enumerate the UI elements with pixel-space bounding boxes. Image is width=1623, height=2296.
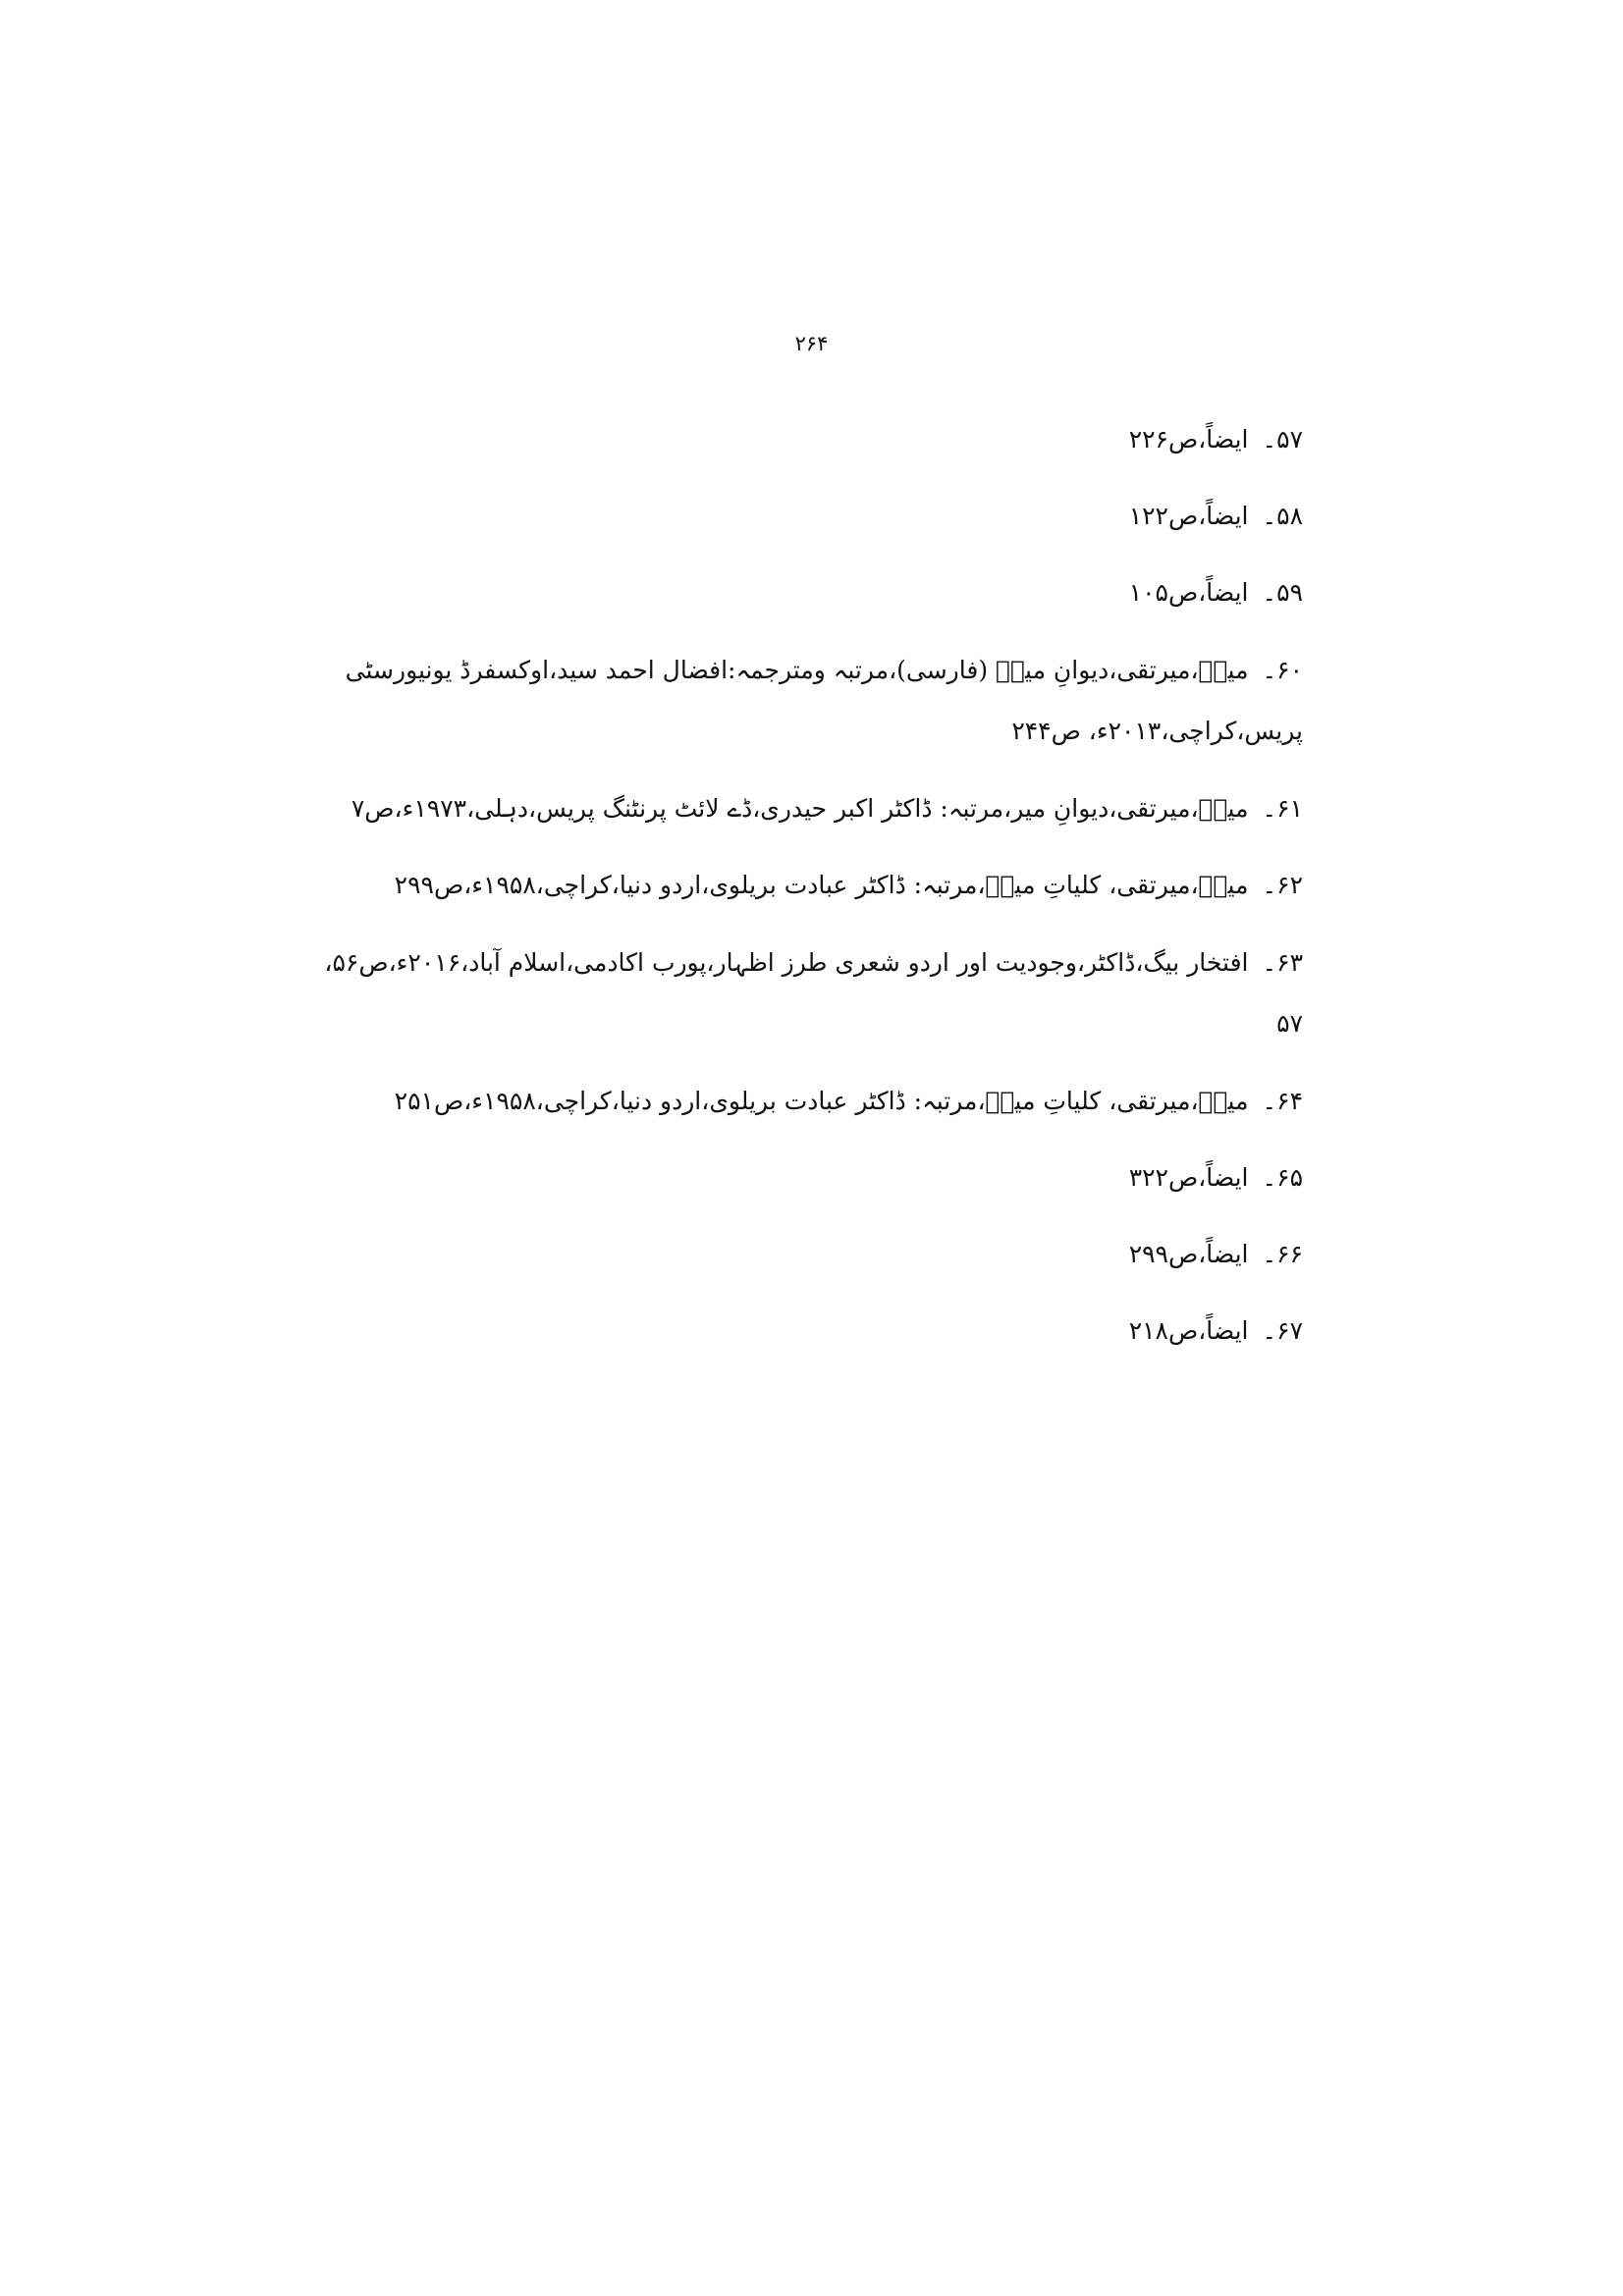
- endnote-text: ایضاً،ص۲۱۸: [1128, 1316, 1249, 1345]
- endnote-67: [321, 1302, 1303, 1361]
- endnote-text: ایضاً،ص۲۹۹: [1128, 1240, 1249, 1268]
- endnote-number: ۵۸۔: [1262, 502, 1303, 530]
- endnote-62: [321, 856, 1303, 915]
- endnote-text: میرؔ،میرتقی، کلیاتِ میرؔ،مرتبہ: ڈاکٹر عبادت بریلوی،اردو دنیا،کراچی،۱۹۵۸ء،ص۲۹۹: [394, 871, 1249, 899]
- endnote-61: [321, 779, 1303, 838]
- page-number: ۲۶۴: [794, 332, 829, 355]
- endnote-number: ۶۱۔: [1262, 794, 1303, 823]
- endnote-number: ۵۹۔: [1262, 578, 1303, 607]
- endnote-number: ۵۷۔: [1262, 425, 1303, 454]
- endnote-number: ۶۶۔: [1262, 1240, 1303, 1268]
- endnote-text: میرؔ،میرتقی،دیوانِ میر،مرتبہ: ڈاکٹر اکبر حیدری،ڈے لائٹ پرنٹنگ پریس،دہلی،۱۹۷۳ء،ص۷: [351, 794, 1249, 823]
- endnote-58: [321, 487, 1303, 546]
- endnote-text: ایضاً،ص۱۰۵: [1128, 578, 1249, 607]
- endnote-64: [321, 1072, 1303, 1131]
- endnote-number: ۶۴۔: [1262, 1087, 1303, 1115]
- endnote-number: ۶۰۔: [1262, 656, 1303, 684]
- endnote-text: ایضاً،ص۲۲۶: [1128, 425, 1249, 454]
- endnote-63: [321, 933, 1303, 1054]
- endnote-66: [321, 1225, 1303, 1284]
- endnote-text: افتخار بیگ،ڈاکٹر،وجودیت اور اردو شعری طرز اظہار،پورب اکادمی،اسلام آباد،۲۰۱۶ء،ص۵۶، ۵۷: [324, 948, 1303, 1038]
- endnote-65: [321, 1148, 1303, 1207]
- endnote-59: [321, 563, 1303, 622]
- endnote-57: [321, 410, 1303, 469]
- endnote-number: ۶۳۔: [1262, 948, 1303, 977]
- endnotes-list: [321, 410, 1303, 1378]
- endnote-number: ۶۲۔: [1262, 871, 1303, 899]
- endnote-text: میرؔ،میرتقی،دیوانِ میرؔ (فارسی)،مرتبہ ومترجمہ:افضال احمد سید،اوکسفرڈ یونیورسٹی پریس،کراچی،۲۰۱۳ء، ص۲۴۴: [345, 656, 1303, 745]
- endnote-text: ایضاً،ص۱۲۲: [1128, 502, 1249, 530]
- endnote-number: ۶۵۔: [1262, 1163, 1303, 1192]
- endnote-60: [321, 640, 1303, 762]
- endnote-text: میرؔ،میرتقی، کلیاتِ میرؔ،مرتبہ: ڈاکٹر عبادت بریلوی،اردو دنیا،کراچی،۱۹۵۸ء،ص۲۵۱: [394, 1087, 1249, 1115]
- endnote-text: ایضاً،ص۳۲۲: [1128, 1163, 1249, 1192]
- endnote-number: ۶۷۔: [1262, 1316, 1303, 1345]
